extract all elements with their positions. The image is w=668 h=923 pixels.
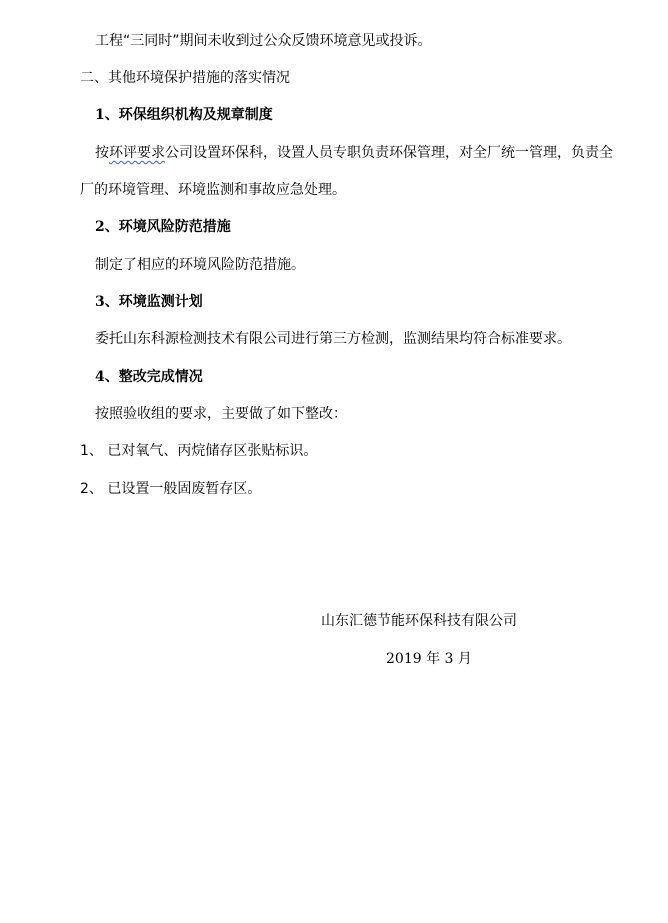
paragraph-risk-prevention: 制定了相应的环境风险防范措施。 <box>95 257 305 273</box>
heading-risk-prevention: 2、环境风险防范措施 <box>95 219 231 235</box>
signature-company: 山东汇德节能环保科技有限公司 <box>321 613 517 629</box>
paragraph-public-feedback: 工程“三同时”期间未收到过公众反馈环境意见或投诉。 <box>95 33 432 49</box>
heading-rectification: 4、整改完成情况 <box>95 369 203 385</box>
heading-organization: 1、环保组织机构及规章制度 <box>95 107 273 123</box>
paragraph-organization-continued: 厂的环境管理、环境监测和事故应急处理。 <box>80 182 346 198</box>
section-title-other-measures: 二、其他环境保护措施的落实情况 <box>80 70 290 86</box>
heading-monitoring-plan: 3、环境监测计划 <box>95 294 203 310</box>
list-item: 1、 已对氧气、丙烷储存区张贴标识。 <box>80 443 318 459</box>
paragraph-organization <box>95 144 613 162</box>
paragraph-organization-post: 公司设置环保科，设置人员专职负责环保管理，对全厂统一管理，负责全 <box>165 145 613 161</box>
paragraph-organization-pre: 按 <box>95 145 109 161</box>
paragraph-monitoring-plan: 委托山东科源检测技术有限公司进行第三方检测，监测结果均符合标准要求。 <box>95 331 571 347</box>
paragraph-rectification: 按照验收组的要求，主要做了如下整改： <box>95 406 347 422</box>
list-item: 2、 已设置一般固废暂存区。 <box>80 481 262 497</box>
signature-date: 2019 年 3 月 <box>386 651 472 667</box>
spellcheck-marked-text: 环评要求 <box>109 145 165 161</box>
